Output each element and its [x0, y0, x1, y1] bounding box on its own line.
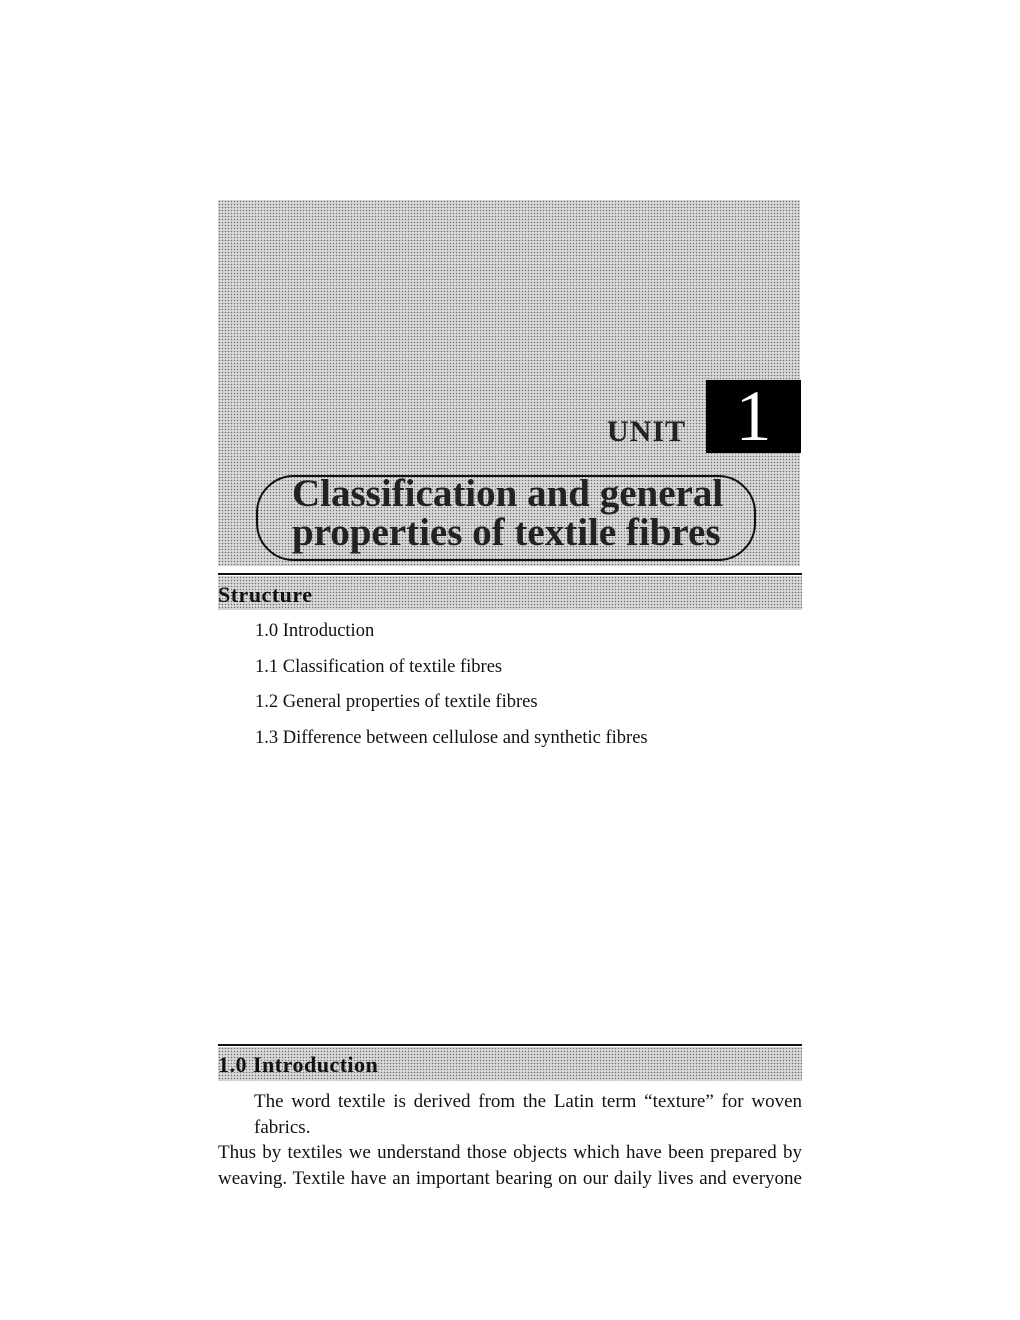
- introduction-line: weaving. Textile have an important bearing on our daily lives and everyone: [218, 1167, 802, 1189]
- unit-label: UNIT: [607, 415, 687, 448]
- structure-top-rule: [218, 573, 802, 575]
- structure-list: [255, 618, 648, 760]
- structure-heading: Structure: [218, 582, 313, 607]
- structure-item-general-properties: 1.2 General properties of textile fibres: [255, 692, 538, 712]
- structure-item-classification: 1.1 Classification of textile fibres: [255, 656, 503, 677]
- introduction-top-rule: [218, 1044, 802, 1046]
- unit-number-badge: 1: [706, 380, 801, 453]
- chapter-title: [292, 474, 762, 552]
- introduction-heading: 1.0 Introduction: [218, 1052, 379, 1077]
- introduction-line: Thus by textiles we understand those objects which have been prepared by: [218, 1142, 802, 1163]
- chapter-title-line-1: Classification and general: [292, 472, 724, 515]
- structure-item-introduction: 1.0 Introduction: [255, 621, 375, 641]
- introduction-line: The word textile is derived from the Latin term “texture” for woven fabrics.: [254, 1091, 802, 1138]
- introduction-paragraph: [218, 1089, 802, 1191]
- chapter-title-line-2: properties of textile fibres: [292, 511, 721, 554]
- structure-item-difference: 1.3 Difference between cellulose and synthetic fibres: [255, 727, 648, 748]
